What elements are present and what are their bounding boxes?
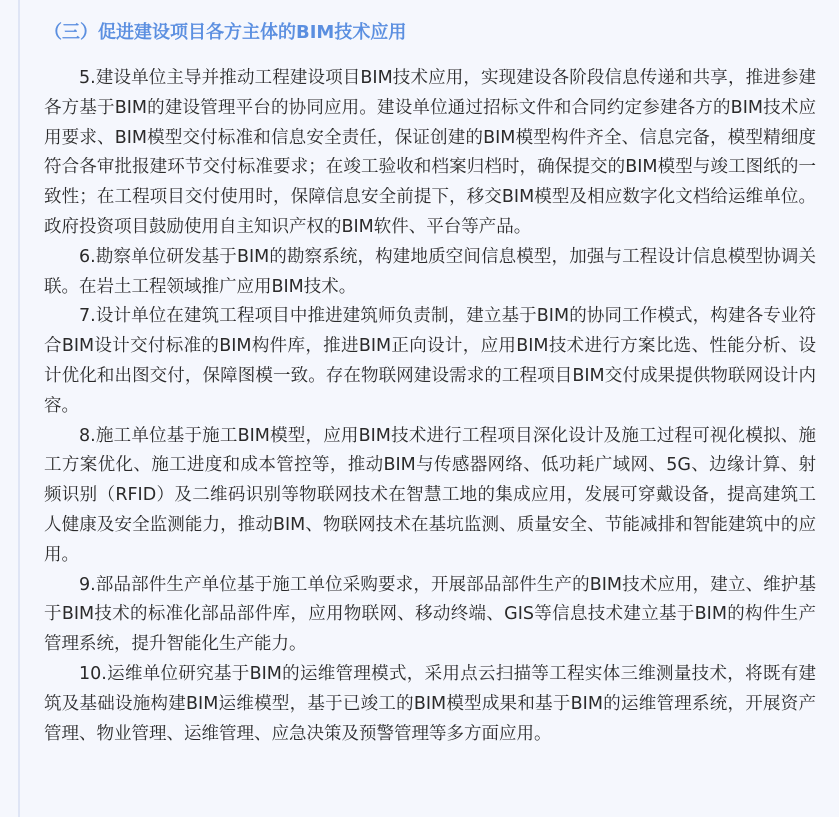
- left-decorative-rule: [18, 0, 20, 817]
- paragraph-item-8: 8.施工单位基于施工BIM模型，应用BIM技术进行工程项目深化设计及施工过程可视化模拟、施工方案优化、施工进度和成本管控等，推动BIM与传感器网络、低功耗广域网、5G、边缘计算、射频识别（RFID）及二维码识别等物联网技术在智慧工地的集成应用，发展可穿戴设备，提高建筑工人健康及安全监测能力，推动BIM、物联网技术在基坑监测、质量安全、节能减排和智能建筑中的应用。: [44, 425, 816, 565]
- section-heading: （三）促进建设项目各方主体的BIM技术应用: [44, 22, 407, 43]
- paragraph-item-6: 6.勘察单位研发基于BIM的勘察系统，构建地质空间信息模型，加强与工程设计信息模型协调关联。在岩土工程领域推广应用BIM技术。: [44, 246, 816, 297]
- paragraph-item-7: 7.设计单位在建筑工程项目中推进建筑师负责制，建立基于BIM的协同工作模式，构建各专业符合BIM设计交付标准的BIM构件库，推进BIM正向设计，应用BIM技术进行方案比选、性能分析、设计优化和出图交付，保障图模一致。存在物联网建设需求的工程项目BIM交付成果提供物联网设计内容。: [44, 306, 816, 416]
- paragraph-item-10: 10.运维单位研究基于BIM的运维管理模式，采用点云扫描等工程实体三维测量技术，将既有建筑及基础设施构建BIM运维模型，基于已竣工的BIM模型成果和基于BIM的运维管理系统，开展资产管理、物业管理、运维管理、应急决策及预警管理等多方面应用。: [44, 663, 816, 744]
- paragraph-item-9: 9.部品部件生产单位基于施工单位采购要求，开展部品部件生产的BIM技术应用，建立、维护基于BIM技术的标准化部品部件库，应用物联网、移动终端、GIS等信息技术建立基于BIM的构件生产管理系统，提升智能化生产能力。: [44, 574, 816, 655]
- article-body: [44, 64, 816, 749]
- paragraph-item-5: 5.建设单位主导并推动工程建设项目BIM技术应用，实现建设各阶段信息传递和共享，推进参建各方基于BIM的建设管理平台的协同应用。建设单位通过招标文件和合同约定参建各方的BIM技术应用要求、BIM模型交付标准和信息安全责任，保证创建的BIM模型构件齐全、信息完备，模型精细度符合各审批报建环节交付标准要求；在竣工验收和档案归档时，确保提交的BIM模型与竣工图纸的一致性；在工程项目交付使用时，保障信息安全前提下，移交BIM模型及相应数字化文档给运维单位。政府投资项目鼓励使用自主知识产权的BIM软件、平台等产品。: [44, 68, 816, 237]
